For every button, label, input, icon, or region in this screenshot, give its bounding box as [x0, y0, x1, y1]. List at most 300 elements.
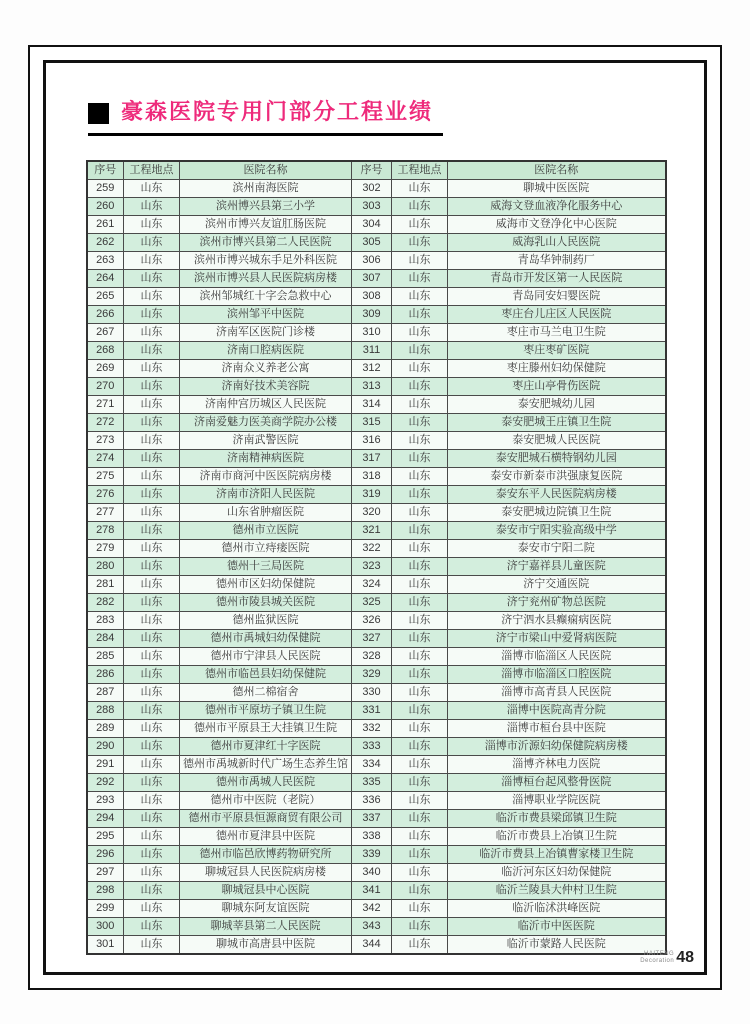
table-row — [87, 180, 666, 198]
project-location: 山东 — [392, 810, 448, 828]
table-row — [87, 594, 666, 612]
title-square-bullet-icon — [88, 103, 109, 124]
table-row — [87, 792, 666, 810]
project-location: 山东 — [392, 486, 448, 504]
project-location: 山东 — [392, 432, 448, 450]
header-project-location: 工程地点 — [392, 161, 448, 180]
hospital-name: 德州二棉宿舍 — [180, 684, 352, 702]
table-row — [87, 486, 666, 504]
serial-number: 296 — [87, 846, 124, 864]
serial-number: 316 — [352, 432, 392, 450]
project-location: 山东 — [124, 918, 180, 936]
project-location: 山东 — [392, 468, 448, 486]
serial-number: 333 — [352, 738, 392, 756]
serial-number: 300 — [87, 918, 124, 936]
serial-number: 317 — [352, 450, 392, 468]
serial-number: 329 — [352, 666, 392, 684]
hospital-name: 泰安东平人民医院病房楼 — [448, 486, 666, 504]
project-location: 山东 — [392, 252, 448, 270]
serial-number: 270 — [87, 378, 124, 396]
hospital-name: 滨州邹平中医院 — [180, 306, 352, 324]
project-location: 山东 — [124, 702, 180, 720]
hospital-name: 淄博市高青县人民医院 — [448, 684, 666, 702]
hospital-name: 威海市文登净化中心医院 — [448, 216, 666, 234]
serial-number: 310 — [352, 324, 392, 342]
hospital-name: 德州市禹城妇幼保健院 — [180, 630, 352, 648]
hospital-name: 淄博职业学院医院 — [448, 792, 666, 810]
serial-number: 293 — [87, 792, 124, 810]
table-row — [87, 342, 666, 360]
project-location: 山东 — [392, 594, 448, 612]
project-location: 山东 — [124, 774, 180, 792]
hospital-name: 青岛华钟制药厂 — [448, 252, 666, 270]
serial-number: 344 — [352, 936, 392, 955]
serial-number: 259 — [87, 180, 124, 198]
project-location: 山东 — [392, 270, 448, 288]
project-location: 山东 — [392, 918, 448, 936]
table-row — [87, 900, 666, 918]
project-location: 山东 — [392, 720, 448, 738]
project-location: 山东 — [392, 864, 448, 882]
serial-number: 325 — [352, 594, 392, 612]
table-row — [87, 198, 666, 216]
hospital-name: 泰安市宁阳二院 — [448, 540, 666, 558]
hospital-name: 德州监狱医院 — [180, 612, 352, 630]
serial-number: 288 — [87, 702, 124, 720]
hospital-name: 枣庄滕州妇幼保健院 — [448, 360, 666, 378]
table-row — [87, 558, 666, 576]
serial-number: 282 — [87, 594, 124, 612]
hospital-name: 济南口腔病医院 — [180, 342, 352, 360]
serial-number: 268 — [87, 342, 124, 360]
project-location: 山东 — [392, 738, 448, 756]
serial-number: 321 — [352, 522, 392, 540]
project-location: 山东 — [124, 882, 180, 900]
table-row — [87, 414, 666, 432]
table-row — [87, 720, 666, 738]
serial-number: 313 — [352, 378, 392, 396]
project-location: 山东 — [392, 576, 448, 594]
project-location: 山东 — [392, 828, 448, 846]
header-hospital-name: 医院名称 — [180, 161, 352, 180]
serial-number: 339 — [352, 846, 392, 864]
project-location: 山东 — [124, 504, 180, 522]
hospital-name: 德州市夏津红十字医院 — [180, 738, 352, 756]
serial-number: 277 — [87, 504, 124, 522]
hospital-name: 威海文登血液净化服务中心 — [448, 198, 666, 216]
serial-number: 312 — [352, 360, 392, 378]
table-row — [87, 738, 666, 756]
project-location: 山东 — [392, 306, 448, 324]
serial-number: 336 — [352, 792, 392, 810]
serial-number: 295 — [87, 828, 124, 846]
title-block — [88, 95, 443, 136]
table-row — [87, 306, 666, 324]
hospital-name: 济南仲宫历城区人民医院 — [180, 396, 352, 414]
page-outer-frame — [28, 45, 722, 990]
header-hospital-name: 医院名称 — [448, 161, 666, 180]
brand-mark — [640, 951, 674, 965]
hospital-name: 聊城东阿友谊医院 — [180, 900, 352, 918]
project-location: 山东 — [124, 414, 180, 432]
serial-number: 307 — [352, 270, 392, 288]
hospital-name: 聊城中医医院 — [448, 180, 666, 198]
project-location: 山东 — [392, 342, 448, 360]
project-location: 山东 — [124, 234, 180, 252]
project-location: 山东 — [124, 450, 180, 468]
project-location: 山东 — [392, 792, 448, 810]
serial-number: 276 — [87, 486, 124, 504]
table-row — [87, 288, 666, 306]
hospital-name: 济宁嘉祥县儿童医院 — [448, 558, 666, 576]
serial-number: 327 — [352, 630, 392, 648]
serial-number: 284 — [87, 630, 124, 648]
table-row — [87, 612, 666, 630]
project-location: 山东 — [392, 378, 448, 396]
serial-number: 315 — [352, 414, 392, 432]
serial-number: 311 — [352, 342, 392, 360]
serial-number: 331 — [352, 702, 392, 720]
hospital-name: 淄博中医院高青分院 — [448, 702, 666, 720]
serial-number: 309 — [352, 306, 392, 324]
page-title: 豪森医院专用门部分工程业绩 — [121, 99, 434, 124]
project-location: 山东 — [392, 216, 448, 234]
hospital-name: 枣庄台儿庄区人民医院 — [448, 306, 666, 324]
hospital-name: 临沂市费县上冶镇曹家楼卫生院 — [448, 846, 666, 864]
project-location: 山东 — [124, 288, 180, 306]
project-location: 山东 — [392, 522, 448, 540]
project-location: 山东 — [124, 810, 180, 828]
serial-number: 303 — [352, 198, 392, 216]
serial-number: 289 — [87, 720, 124, 738]
table-row — [87, 864, 666, 882]
project-location: 山东 — [392, 414, 448, 432]
hospital-name: 滨州博兴县第三小学 — [180, 198, 352, 216]
project-location: 山东 — [124, 324, 180, 342]
hospital-name: 泰安肥城石横特钢幼儿园 — [448, 450, 666, 468]
project-location: 山东 — [392, 936, 448, 955]
serial-number: 337 — [352, 810, 392, 828]
hospital-name: 德州市立医院 — [180, 522, 352, 540]
serial-number: 318 — [352, 468, 392, 486]
achievements-table-body — [87, 180, 666, 955]
table-row — [87, 504, 666, 522]
serial-number: 263 — [87, 252, 124, 270]
project-location: 山东 — [392, 774, 448, 792]
hospital-name: 山东省肿瘤医院 — [180, 504, 352, 522]
project-location: 山东 — [392, 702, 448, 720]
hospital-name: 德州市陵县城关医院 — [180, 594, 352, 612]
serial-number: 343 — [352, 918, 392, 936]
project-location: 山东 — [124, 486, 180, 504]
hospital-name: 滨州市博兴友谊肛肠医院 — [180, 216, 352, 234]
hospital-name: 德州市临邑欣博药物研究所 — [180, 846, 352, 864]
hospital-name: 淄博市沂源妇幼保健院病房楼 — [448, 738, 666, 756]
serial-number: 342 — [352, 900, 392, 918]
hospital-name: 济南武警医院 — [180, 432, 352, 450]
serial-number: 306 — [352, 252, 392, 270]
serial-number: 330 — [352, 684, 392, 702]
project-location: 山东 — [392, 558, 448, 576]
hospital-name: 聊城市高唐县中医院 — [180, 936, 352, 955]
serial-number: 280 — [87, 558, 124, 576]
serial-number: 298 — [87, 882, 124, 900]
hospital-name: 滨州市博兴城东手足外科医院 — [180, 252, 352, 270]
hospital-name: 德州市禹城新时代广场生态养生馆 — [180, 756, 352, 774]
project-location: 山东 — [124, 198, 180, 216]
project-location: 山东 — [392, 234, 448, 252]
hospital-name: 德州市平原县王大挂镇卫生院 — [180, 720, 352, 738]
serial-number: 320 — [352, 504, 392, 522]
serial-number: 271 — [87, 396, 124, 414]
table-row — [87, 630, 666, 648]
serial-number: 305 — [352, 234, 392, 252]
table-row — [87, 846, 666, 864]
brand-subtitle: Decoration — [640, 958, 675, 964]
hospital-name: 德州市平原坊子镇卫生院 — [180, 702, 352, 720]
serial-number: 314 — [352, 396, 392, 414]
serial-number: 302 — [352, 180, 392, 198]
hospital-name: 滨州南海医院 — [180, 180, 352, 198]
project-location: 山东 — [124, 738, 180, 756]
hospital-name: 济南市济阳人民医院 — [180, 486, 352, 504]
serial-number: 297 — [87, 864, 124, 882]
project-location: 山东 — [124, 630, 180, 648]
hospital-name: 泰安市新泰市洪强康复医院 — [448, 468, 666, 486]
serial-number: 283 — [87, 612, 124, 630]
project-location: 山东 — [124, 720, 180, 738]
table-row — [87, 648, 666, 666]
serial-number: 334 — [352, 756, 392, 774]
table-row — [87, 270, 666, 288]
project-location: 山东 — [124, 828, 180, 846]
hospital-name: 淄博市临淄区口腔医院 — [448, 666, 666, 684]
hospital-name: 济宁兖州矿物总医院 — [448, 594, 666, 612]
serial-number: 328 — [352, 648, 392, 666]
hospital-name: 临沂市蒙路人民医院 — [448, 936, 666, 955]
table-row — [87, 936, 666, 955]
table-row — [87, 450, 666, 468]
serial-number: 322 — [352, 540, 392, 558]
project-location: 山东 — [392, 324, 448, 342]
table-row — [87, 522, 666, 540]
hospital-name: 聊城冠县人民医院病房楼 — [180, 864, 352, 882]
project-location: 山东 — [124, 648, 180, 666]
brand-name: HAITENG — [644, 951, 675, 957]
hospital-name: 济南好技术美容院 — [180, 378, 352, 396]
hospital-name: 德州市区妇幼保健院 — [180, 576, 352, 594]
hospital-name: 德州市宁津县人民医院 — [180, 648, 352, 666]
header-project-location: 工程地点 — [124, 161, 180, 180]
serial-number: 269 — [87, 360, 124, 378]
hospital-name: 青岛同安妇婴医院 — [448, 288, 666, 306]
project-location: 山东 — [392, 900, 448, 918]
serial-number: 274 — [87, 450, 124, 468]
project-location: 山东 — [124, 522, 180, 540]
serial-number: 285 — [87, 648, 124, 666]
table-row — [87, 360, 666, 378]
hospital-name: 泰安肥城人民医院 — [448, 432, 666, 450]
hospital-name: 济宁泗水县癫痫病医院 — [448, 612, 666, 630]
project-location: 山东 — [124, 756, 180, 774]
table-row — [87, 540, 666, 558]
serial-number: 290 — [87, 738, 124, 756]
table-row — [87, 324, 666, 342]
hospital-name: 济南众义养老公寓 — [180, 360, 352, 378]
table-row — [87, 378, 666, 396]
table-row — [87, 702, 666, 720]
project-location: 山东 — [392, 504, 448, 522]
serial-number: 308 — [352, 288, 392, 306]
hospital-name: 济南军区医院门诊楼 — [180, 324, 352, 342]
hospital-name: 威海乳山人民医院 — [448, 234, 666, 252]
serial-number: 341 — [352, 882, 392, 900]
table-row — [87, 216, 666, 234]
serial-number: 324 — [352, 576, 392, 594]
serial-number: 286 — [87, 666, 124, 684]
project-location: 山东 — [392, 846, 448, 864]
hospital-name: 淄博桓台起风整骨医院 — [448, 774, 666, 792]
serial-number: 265 — [87, 288, 124, 306]
project-location: 山东 — [392, 288, 448, 306]
hospital-name: 枣庄市马兰电卫生院 — [448, 324, 666, 342]
page-number: 48 — [676, 949, 694, 966]
serial-number: 273 — [87, 432, 124, 450]
page-inner-frame — [43, 60, 707, 975]
hospital-name: 临沂临沭洪峰医院 — [448, 900, 666, 918]
project-location: 山东 — [124, 432, 180, 450]
header-serial-number: 序号 — [352, 161, 392, 180]
serial-number: 264 — [87, 270, 124, 288]
table-row — [87, 774, 666, 792]
serial-number: 301 — [87, 936, 124, 955]
hospital-name: 泰安肥城王庄镇卫生院 — [448, 414, 666, 432]
table-row — [87, 810, 666, 828]
hospital-name: 滨州市博兴县人民医院病房楼 — [180, 270, 352, 288]
table-row — [87, 684, 666, 702]
project-location: 山东 — [124, 864, 180, 882]
serial-number: 281 — [87, 576, 124, 594]
serial-number: 335 — [352, 774, 392, 792]
project-location: 山东 — [124, 216, 180, 234]
serial-number: 326 — [352, 612, 392, 630]
hospital-name: 枣庄山亭骨伤医院 — [448, 378, 666, 396]
project-location: 山东 — [124, 270, 180, 288]
achievements-table-wrap — [86, 160, 665, 955]
hospital-name: 德州市中医院（老院） — [180, 792, 352, 810]
serial-number: 267 — [87, 324, 124, 342]
table-row — [87, 432, 666, 450]
serial-number: 279 — [87, 540, 124, 558]
hospital-name: 枣庄枣矿医院 — [448, 342, 666, 360]
project-location: 山东 — [124, 252, 180, 270]
hospital-name: 聊城冠县中心医院 — [180, 882, 352, 900]
header-serial-number: 序号 — [87, 161, 124, 180]
table-row — [87, 882, 666, 900]
project-location: 山东 — [392, 666, 448, 684]
serial-number: 340 — [352, 864, 392, 882]
project-location: 山东 — [124, 936, 180, 955]
table-row — [87, 756, 666, 774]
hospital-name: 淄博市临淄区人民医院 — [448, 648, 666, 666]
serial-number: 299 — [87, 900, 124, 918]
table-row — [87, 468, 666, 486]
table-row — [87, 828, 666, 846]
hospital-name: 临沂市费县上冶镇卫生院 — [448, 828, 666, 846]
hospital-name: 济宁交通医院 — [448, 576, 666, 594]
hospital-name: 临沂河东区妇幼保健院 — [448, 864, 666, 882]
project-location: 山东 — [124, 792, 180, 810]
project-location: 山东 — [124, 540, 180, 558]
project-location: 山东 — [124, 468, 180, 486]
project-location: 山东 — [124, 594, 180, 612]
project-location: 山东 — [392, 540, 448, 558]
table-row — [87, 252, 666, 270]
hospital-name: 泰安肥城幼儿园 — [448, 396, 666, 414]
hospital-name: 德州市禹城人民医院 — [180, 774, 352, 792]
project-location: 山东 — [392, 396, 448, 414]
serial-number: 278 — [87, 522, 124, 540]
serial-number: 323 — [352, 558, 392, 576]
hospital-name: 淄博齐林电力医院 — [448, 756, 666, 774]
project-location: 山东 — [392, 684, 448, 702]
project-location: 山东 — [392, 198, 448, 216]
project-location: 山东 — [124, 378, 180, 396]
hospital-name: 德州市立痔瘘医院 — [180, 540, 352, 558]
hospital-name: 临沂市中医医院 — [448, 918, 666, 936]
achievements-table — [86, 160, 667, 955]
serial-number: 304 — [352, 216, 392, 234]
serial-number: 266 — [87, 306, 124, 324]
table-row — [87, 918, 666, 936]
project-location: 山东 — [124, 846, 180, 864]
project-location: 山东 — [392, 180, 448, 198]
serial-number: 260 — [87, 198, 124, 216]
project-location: 山东 — [392, 756, 448, 774]
hospital-name: 德州十三局医院 — [180, 558, 352, 576]
table-row — [87, 234, 666, 252]
project-location: 山东 — [124, 900, 180, 918]
serial-number: 261 — [87, 216, 124, 234]
hospital-name: 济南爱魅力医美商学院办公楼 — [180, 414, 352, 432]
project-location: 山东 — [392, 648, 448, 666]
project-location: 山东 — [392, 630, 448, 648]
project-location: 山东 — [392, 360, 448, 378]
hospital-name: 临沂市费县梁邱镇卫生院 — [448, 810, 666, 828]
hospital-name: 泰安肥城边院镇卫生院 — [448, 504, 666, 522]
serial-number: 262 — [87, 234, 124, 252]
serial-number: 275 — [87, 468, 124, 486]
hospital-name: 泰安市宁阳实验高级中学 — [448, 522, 666, 540]
hospital-name: 滨州市博兴县第二人民医院 — [180, 234, 352, 252]
hospital-name: 德州市平原县恒源商贸有限公司 — [180, 810, 352, 828]
hospital-name: 济南市商河中医医院病房楼 — [180, 468, 352, 486]
project-location: 山东 — [392, 450, 448, 468]
project-location: 山东 — [124, 180, 180, 198]
project-location: 山东 — [124, 576, 180, 594]
project-location: 山东 — [392, 882, 448, 900]
table-row — [87, 396, 666, 414]
hospital-name: 青岛市开发区第一人民医院 — [448, 270, 666, 288]
table-header-row — [87, 161, 666, 180]
project-location: 山东 — [124, 306, 180, 324]
project-location: 山东 — [124, 666, 180, 684]
serial-number: 291 — [87, 756, 124, 774]
hospital-name: 聊城莘县第二人民医院 — [180, 918, 352, 936]
serial-number: 272 — [87, 414, 124, 432]
serial-number: 338 — [352, 828, 392, 846]
table-row — [87, 666, 666, 684]
